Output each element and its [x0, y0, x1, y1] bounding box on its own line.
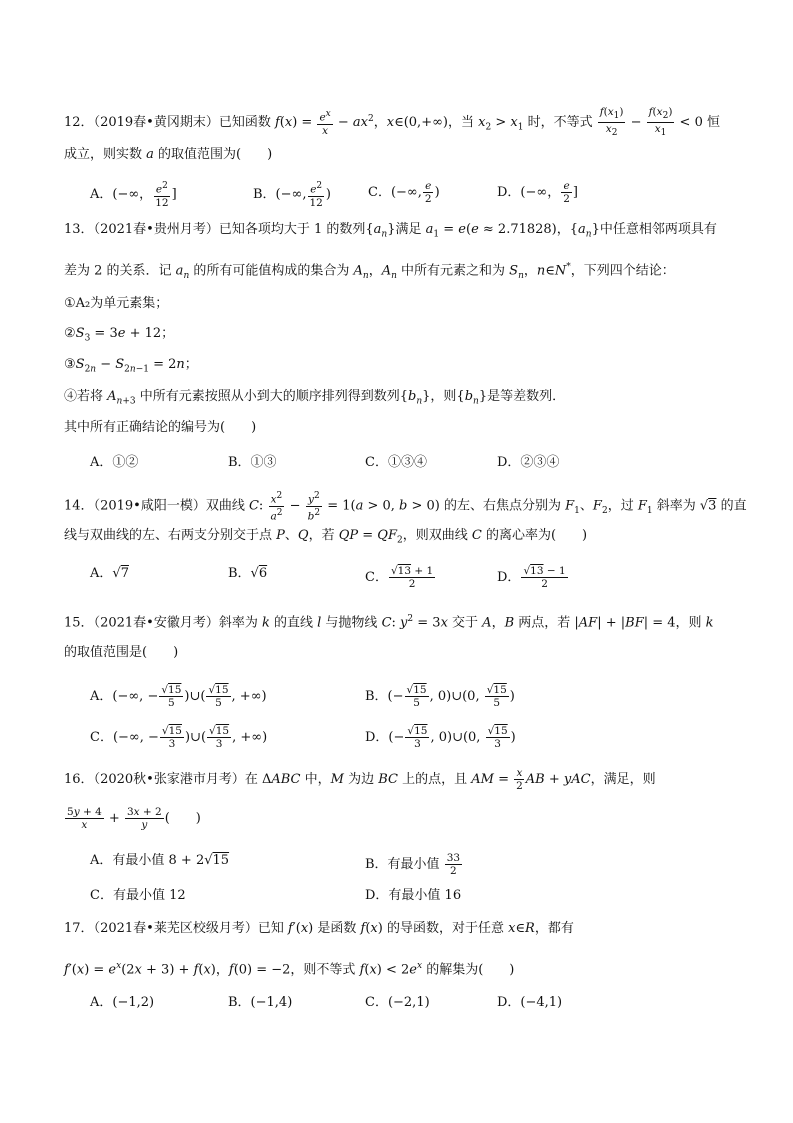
question-16-option-a: A．有最小值 8 + 2√15 — [90, 853, 230, 868]
question-12-option-d: D．(−∞， $\frac{e}{2}$ ] — [497, 180, 578, 205]
question-16-option-d: D．有最小值 16 — [365, 888, 462, 903]
question-15-option-a: A．(−∞, − $\frac{√15}{5}$ )∪( $\frac{√15}{5}$ , +∞) — [90, 684, 267, 709]
question-17-option-b: B．(−1,4) — [228, 995, 293, 1010]
question-13-statement-4: ④若将 $A_{n+3}$ 中所有元素按照从小到大的顺序排列得到数列$\{b_n\}$，则$\{b_n\}$是等差数列． — [64, 389, 566, 407]
question-14-option-a: A．√7 — [90, 566, 129, 581]
question-13-prompt: 其中所有正确结论的编号为( ) — [64, 420, 257, 435]
question-12-option-b: B．(−∞, $\frac{e^2}{12}$ ) — [253, 181, 331, 209]
question-16-option-b: B．有最小值 $\frac{33}{2}$ — [365, 852, 461, 877]
question-17-line-2: $f'(x) = e^x(2x + 3) + f(x)$，f(0) = −2，则不等式 $f(x) < 2e^x$ 的解集为( ) — [64, 961, 515, 978]
question-15-line-2: 的取值范围是( ) — [64, 645, 179, 660]
question-17-option-c: C．(−2,1) — [365, 995, 430, 1010]
question-14-option-d: D． $\frac{√13 - 1}{2}$ — [497, 565, 566, 590]
question-16-option-c: C．有最小值 12 — [90, 888, 186, 903]
question-14-line-2: 线与双曲线的左、右两支分别交于点 P、Q，若 QP = $QF_2$，则双曲线 C 的离心率为( ) — [64, 528, 588, 546]
question-12-option-a: A．(−∞， $\frac{e^2}{12}$ ] — [90, 181, 177, 209]
question-13-option-a: A．①② — [90, 455, 139, 470]
question-13-statement-2: $②S_3 = 3e + 12$； — [64, 326, 175, 344]
question-12-line-2: 成立，则实数 a 的取值范围为( ) — [64, 147, 273, 162]
question-17-option-d: D．(−4,1) — [497, 995, 563, 1010]
question-14-option-c: C． $\frac{√13 + 1}{2}$ — [365, 565, 434, 590]
question-17-option-a: A．(−1,2) — [90, 995, 155, 1010]
question-13-statement-3: $③S_{2n} - S_{2n-1} = 2n$； — [64, 357, 198, 375]
question-13-option-d: D．②③④ — [497, 455, 560, 470]
question-17-line-1: 17．（2021春•莱芜区校级月考）已知 f′(x) 是函数 f(x) 的导函数，对于任意 x∈R，都有 — [64, 921, 574, 936]
question-14-option-b: B．√6 — [228, 566, 268, 581]
question-15-line-1: 15．（2021春•安徽月考）斜率为 k 的直线 l 与抛物线 C: $y^2 = 3x$ 交于 A，B 两点，若 |AF| + |BF| = 4，则 k — [64, 614, 714, 631]
question-13-line-1: 13．（2021春•贵州月考）已知各项均大于 1 的数列$\{a_n\}$满足 $a_1 = e(e \approx 2.71828)$，$\{a_n\}$中任意相邻两项具有 — [64, 222, 717, 240]
question-13-line-2: 差为 2 的关系．记 $a_n$ 的所有可能值构成的集合为 $A_n$，$A_n$ 中所有元素之和为 $S_n$，n∈N*，下列四个结论： — [64, 262, 675, 281]
question-16-line-1: 16．（2020秋•张家港市月考）在 ΔABC 中，M 为边 BC 上的点，且 AM = $\frac{x}{2}$ AB + yAC，满足，则 — [64, 767, 656, 792]
question-13-option-c: C．①③④ — [365, 455, 427, 470]
question-12-option-c: C．(−∞, $\frac{e}{2}$ ) — [368, 180, 440, 205]
question-12-line-1: 12．（2019春•黄冈期末）已知函数 f(x) = $\frac{e^x}{x}$ − $ax^2$，x∈(0,+∞)，当 $x_2 > x_1$ 时，不等式 $\frac{f(x_1)}{x_2}$ − $\frac{f(x_2)}{x_1}$ < 0 恒 — [64, 106, 720, 139]
question-13-option-b: B．①③ — [228, 455, 277, 470]
question-15-option-d: D．(− $\frac{√15}{3}$ , 0)∪(0, $\frac{√15}{3}$ ) — [365, 725, 516, 750]
question-16-line-2: $\frac{5y + 4}{x}$ + $\frac{3x + 2}{y}$ ( ) — [67, 806, 201, 831]
question-15-option-c: C．(−∞, − $\frac{√15}{3}$ )∪( $\frac{√15}{3}$ , +∞) — [90, 725, 268, 750]
question-13-statement-1: ①A₂为单元素集； — [64, 296, 169, 311]
question-14-line-1: 14．（2019•咸阳一模）双曲线 C: $\frac{x^2}{a^2}$ − $\frac{y^2}{b^2}$ = 1(a > 0, b > 0) 的左、右焦点分别为 $F_1$、$F_2$，过 $F_1$ 斜率为 √3 的直 — [64, 491, 747, 522]
question-15-option-b: B．(− $\frac{√15}{5}$ , 0)∪(0, $\frac{√15}{5}$ ) — [365, 684, 515, 709]
